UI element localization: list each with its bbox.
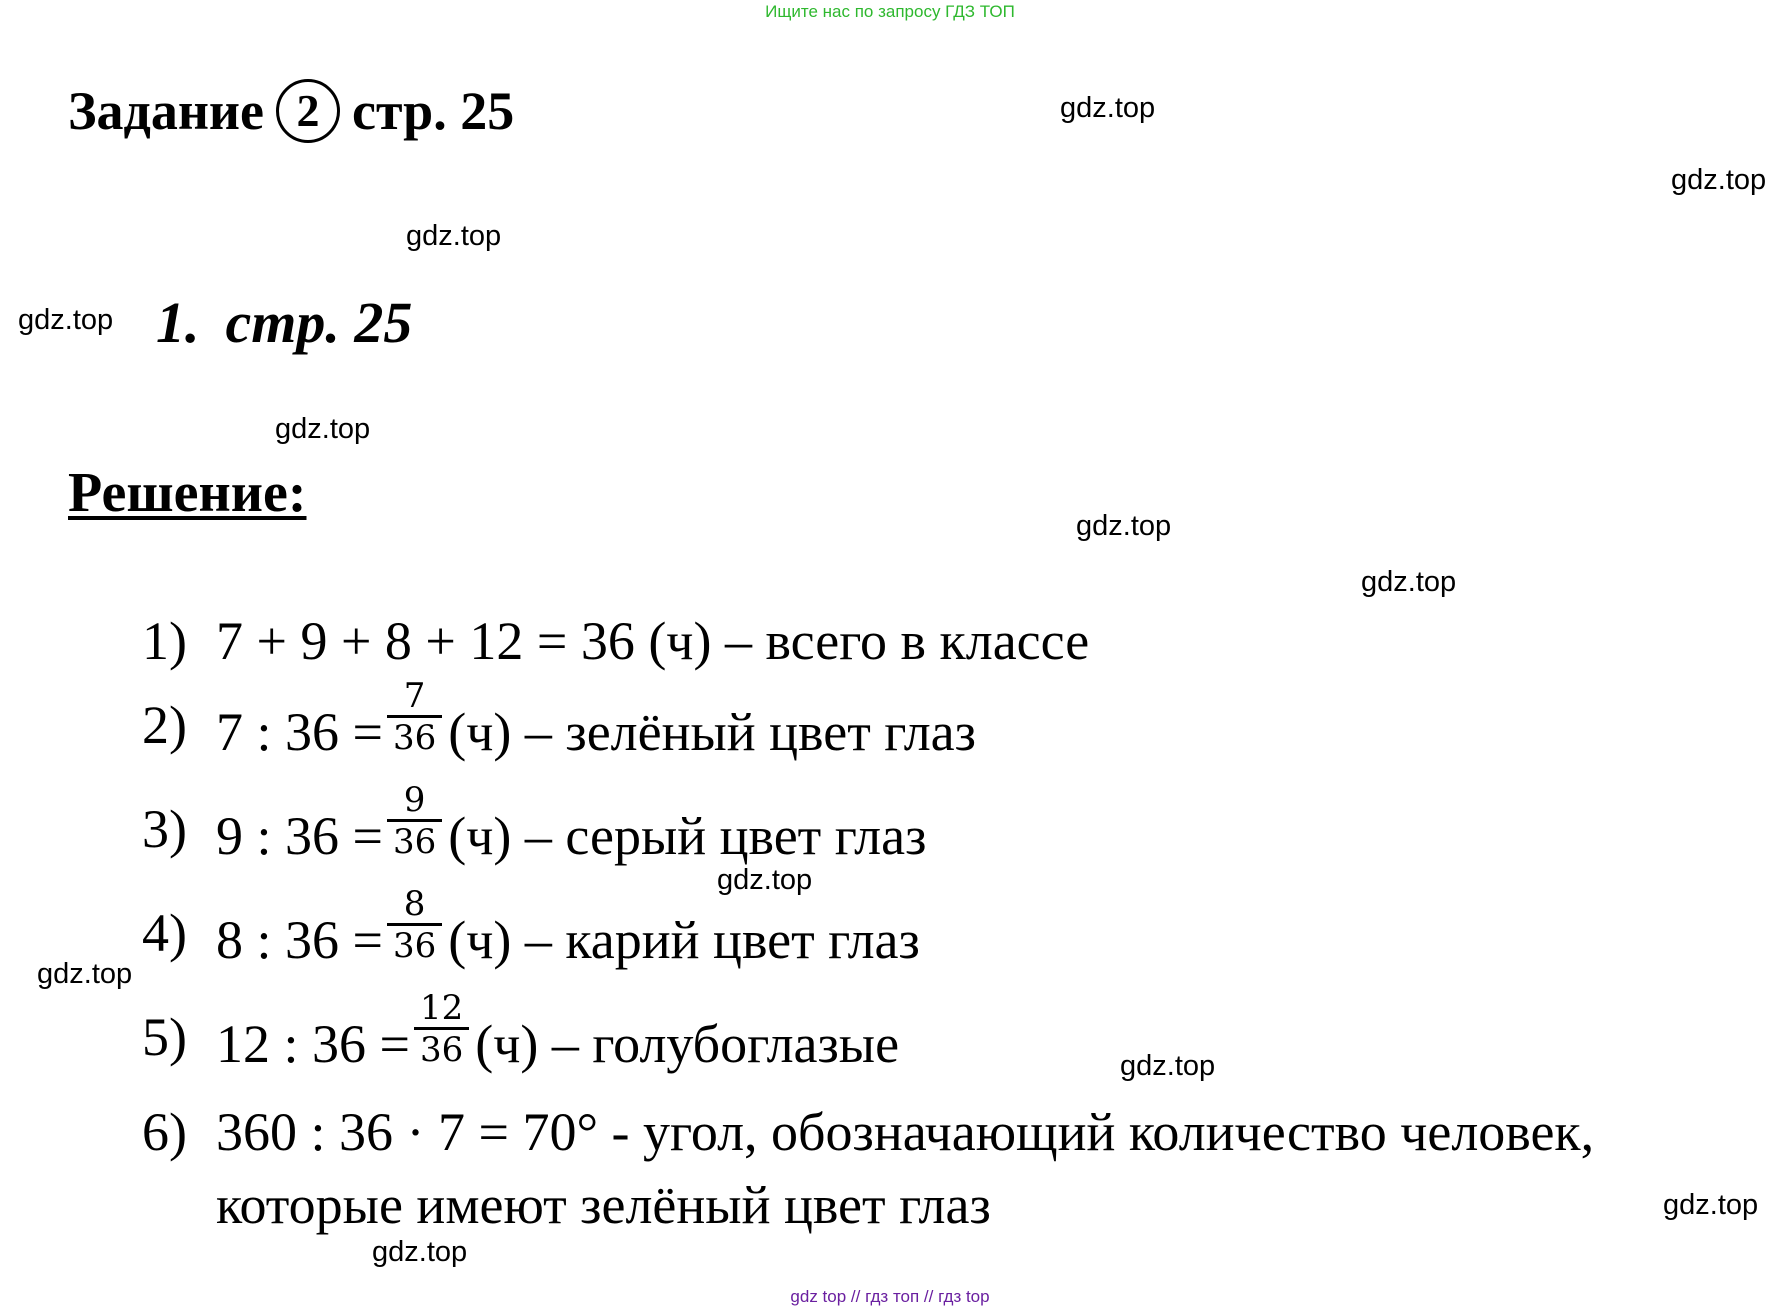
watermark: gdz.top: [37, 958, 133, 990]
fraction-numerator: 9: [403, 780, 426, 820]
line-number: 4): [142, 903, 187, 963]
line-text: 360 : 36 · 7 = 70° - угол, обозначающий количество человек,: [216, 1102, 1595, 1162]
fraction: [414, 990, 469, 1070]
line-number: 3): [142, 799, 187, 859]
task-page: стр. 25: [352, 81, 515, 141]
watermark: gdz.top: [1076, 510, 1172, 542]
line-result: (ч) – серый цвет глаз: [448, 806, 927, 867]
watermark: gdz.top: [1120, 1050, 1216, 1082]
watermark: gdz.top: [1060, 92, 1156, 124]
footer-watermark: gdz top // гдз топ // гдз top: [790, 1287, 990, 1306]
watermark: gdz.top: [1671, 164, 1767, 196]
watermark: gdz.top: [406, 220, 502, 252]
line-result: (ч) – голубоглазые: [475, 1014, 900, 1075]
task-number-circle: 2: [276, 79, 340, 143]
watermark: gdz.top: [372, 1236, 468, 1268]
line-body: [216, 884, 920, 971]
fraction-denominator: 36: [387, 819, 442, 861]
line-number: 2): [142, 695, 187, 755]
line-expression: 7 : 36 =: [216, 702, 383, 763]
watermark: gdz.top: [1663, 1189, 1759, 1221]
solution-heading: Решение:: [68, 462, 307, 524]
fraction: [387, 886, 442, 966]
exercise-title: [156, 290, 413, 355]
line-body: [216, 780, 927, 867]
line-expression: 8 : 36 =: [216, 910, 383, 971]
fraction: [387, 782, 442, 862]
solution-line-6-continued: которые имеют зелёный цвет глаз: [216, 1175, 991, 1235]
exercise-page: стр. 25: [225, 290, 413, 355]
line-number: 1): [142, 611, 187, 671]
watermark: gdz.top: [717, 864, 813, 896]
fraction-numerator: 8: [403, 884, 426, 924]
line-body: [216, 676, 976, 763]
line-result: (ч) – зелёный цвет глаз: [448, 702, 976, 763]
line-text: 7 + 9 + 8 + 12 = 36 (ч) – всего в классе: [216, 611, 1090, 671]
line-number: 5): [142, 1007, 187, 1067]
watermark: gdz.top: [1361, 566, 1457, 598]
line-number: 6): [142, 1102, 187, 1162]
exercise-number: 1.: [156, 290, 200, 355]
fraction-denominator: 36: [387, 923, 442, 965]
line-expression: 9 : 36 =: [216, 806, 383, 867]
search-banner: Ищите нас по запросу ГДЗ ТОП: [765, 2, 1015, 21]
line-expression: 12 : 36 =: [216, 1014, 410, 1075]
fraction-denominator: 36: [387, 715, 442, 757]
task-prefix: Задание: [68, 81, 265, 141]
watermark: gdz.top: [18, 304, 114, 336]
line-result: (ч) – карий цвет глаз: [448, 910, 920, 971]
watermark: gdz.top: [275, 413, 371, 445]
fraction: [387, 678, 442, 758]
line-body: [216, 988, 900, 1075]
fraction-numerator: 12: [419, 988, 464, 1028]
fraction-numerator: 7: [403, 676, 426, 716]
fraction-denominator: 36: [414, 1027, 469, 1069]
task-title: [68, 81, 515, 149]
